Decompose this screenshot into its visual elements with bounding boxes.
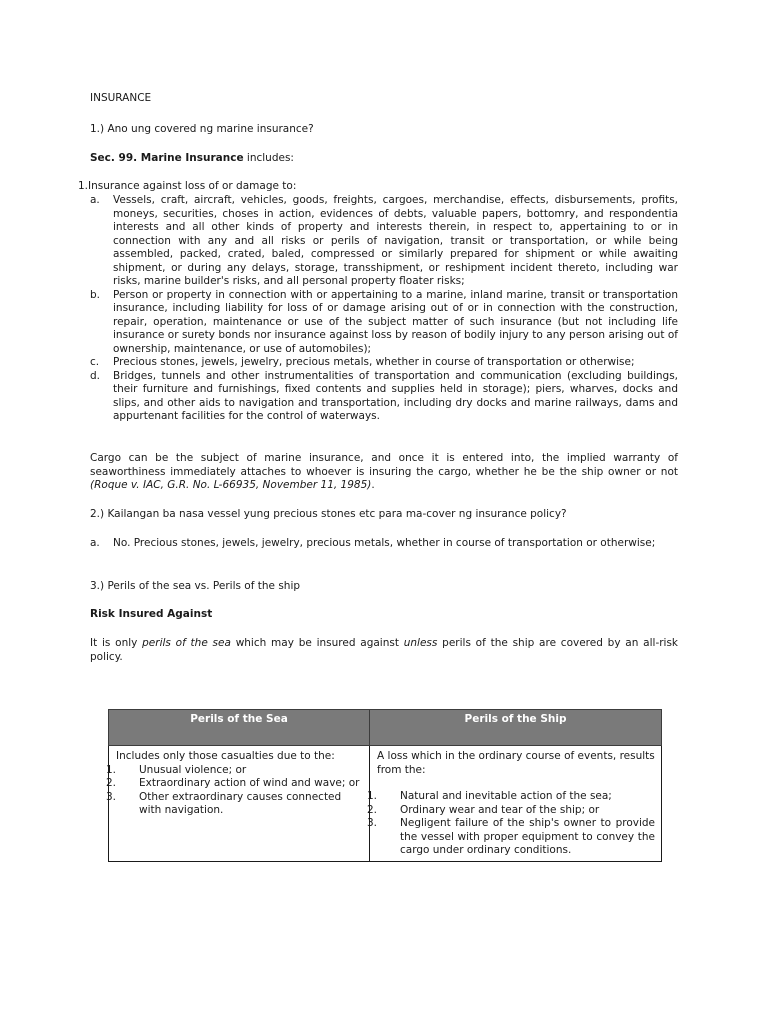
list-text: Unusual violence; or xyxy=(139,763,247,776)
list-item xyxy=(106,777,363,791)
section-99-title: Sec. 99. Marine Insurance xyxy=(90,152,244,164)
perils-of-sea-cell xyxy=(106,746,370,862)
list-text: Negligent failure of the ship's owner to provide the vessel with proper equipment to convey the cargo under ordinary conditions. xyxy=(400,817,655,856)
sea-list xyxy=(106,763,363,818)
sub-item-b xyxy=(90,289,678,357)
sub-item-text: Vessels, craft, aircraft, vehicles, goods, freights, cargoes, merchandise, effects, disbursements, profits, moneys, securities, choses in action, evidences of debts, valuable papers, bottomry, and respondentia interests and all other kinds of property and interests therein, in respect to, appertaining to or in connection with any and all risks or perils of navigation, transit or transportation, or while being assembled, packed, crated, baled, compressed or similarly prepared for shipment or while awaiting shipment, or during any delays, storage, transshipment, or reshipment incident thereto, including war risks, marine builder's risks, and all personal property floater risks; xyxy=(113,194,678,287)
risk-i1: perils of the sea xyxy=(142,637,231,649)
ship-intro: A loss which in the ordinary course of events, results from the: xyxy=(377,750,655,776)
list-item-1: 1.Insurance against loss of or damage to: xyxy=(78,180,297,192)
ship-list xyxy=(367,790,655,858)
list-item xyxy=(367,817,655,858)
sub-list-sec99 xyxy=(90,194,678,424)
sub-item-marker: a. xyxy=(90,194,100,206)
sea-intro: Includes only those casualties due to the: xyxy=(116,750,335,762)
list-number: 3. xyxy=(367,817,378,829)
list-text: Ordinary wear and tear of the ship; or xyxy=(400,803,600,816)
sub-item-text: Bridges, tunnels and other instrumentalities of transportation and communication (excluding buildings, their furniture and furnishings, fixed contents and supplies held in storage); piers, wharves, docks and slips, and other aids to navigation and transportation, including dry docks and marine railways, dams and appurtenant facilities for the control of waterways. xyxy=(113,369,678,422)
sub-item-marker: d. xyxy=(90,369,101,382)
list-item xyxy=(106,763,363,778)
header-perils-of-sea: Perils of the Sea xyxy=(109,710,370,746)
question-3: 3.) Perils of the sea vs. Perils of the ship xyxy=(90,580,301,592)
sub-item-text: Precious stones, jewels, jewelry, precious metals, whether in course of transportation or otherwise; xyxy=(113,356,635,368)
table-row xyxy=(109,746,662,862)
risk-p1: It is only xyxy=(90,637,143,649)
list-number: 2. xyxy=(106,777,117,789)
perils-of-ship-cell xyxy=(367,746,662,862)
sub-item-marker: c. xyxy=(90,356,100,368)
list-number: 1. xyxy=(367,790,378,802)
answer-marker: a. xyxy=(90,537,100,549)
risk-paragraph xyxy=(90,637,678,664)
cargo-end: . xyxy=(371,479,375,491)
risk-p2: which may be insured against xyxy=(230,637,404,649)
answer-text: No. Precious stones, jewels, jewelry, precious metals, whether in course of transportation or otherwise; xyxy=(113,537,656,549)
list-number: 1. xyxy=(106,763,117,776)
sub-item-marker: b. xyxy=(90,288,101,301)
list-item xyxy=(367,803,655,818)
sub-item-a xyxy=(90,194,678,289)
list-item xyxy=(367,790,655,804)
question-2: 2.) Kailangan ba nasa vessel yung precious stones etc para ma-cover ng insurance policy? xyxy=(90,508,567,520)
answer-list xyxy=(90,537,678,551)
doc-heading: INSURANCE xyxy=(90,92,152,104)
table-header-row xyxy=(109,710,662,746)
perils-table xyxy=(108,709,662,862)
answer-item-a xyxy=(90,537,678,551)
sub-item-d xyxy=(90,370,678,424)
list-text: Other extraordinary causes connected with navigation. xyxy=(139,790,342,816)
risk-i2: unless xyxy=(403,637,438,649)
list-number: 2. xyxy=(367,803,378,816)
section-99-rest: includes: xyxy=(243,152,294,164)
list-item xyxy=(106,790,363,818)
sub-item-text: Person or property in connection with or appertaining to a marine, inland marine, transit or transportation insurance, including liability for loss of or damage arising out of or in connection with the construction, repair, operation, maintenance or use of the subject matter of such insurance (but not including life insurance or surety bonds nor insurance against loss by reason of bodily injury to any person arising out of ownership, maintenance, or use of automobiles); xyxy=(113,288,678,355)
risk-heading-text: Risk Insured Against xyxy=(90,608,213,620)
cargo-text: Cargo can be the subject of marine insurance, and once it is entered into, the implied warranty of seaworthiness immediately attaches to whoever is insuring the cargo, whether he be the ship owner or not xyxy=(90,452,678,478)
list-text: Extraordinary action of wind and wave; or xyxy=(139,777,360,789)
risk-heading xyxy=(90,608,212,620)
header-perils-of-ship: Perils of the Ship xyxy=(370,710,662,746)
sub-item-c xyxy=(90,356,678,370)
risk-p3: perils of the ship are covered by an all-risk policy. xyxy=(90,637,679,663)
section-99-heading xyxy=(90,152,294,164)
list-text: Natural and inevitable action of the sea; xyxy=(400,790,612,802)
list-number: 3. xyxy=(106,790,117,803)
cargo-paragraph xyxy=(90,452,678,493)
case-citation: (Roque v. IAC, G.R. No. L-66935, November 11, 1985) xyxy=(90,479,372,491)
question-1: 1.) Ano ung covered ng marine insurance? xyxy=(90,123,314,135)
